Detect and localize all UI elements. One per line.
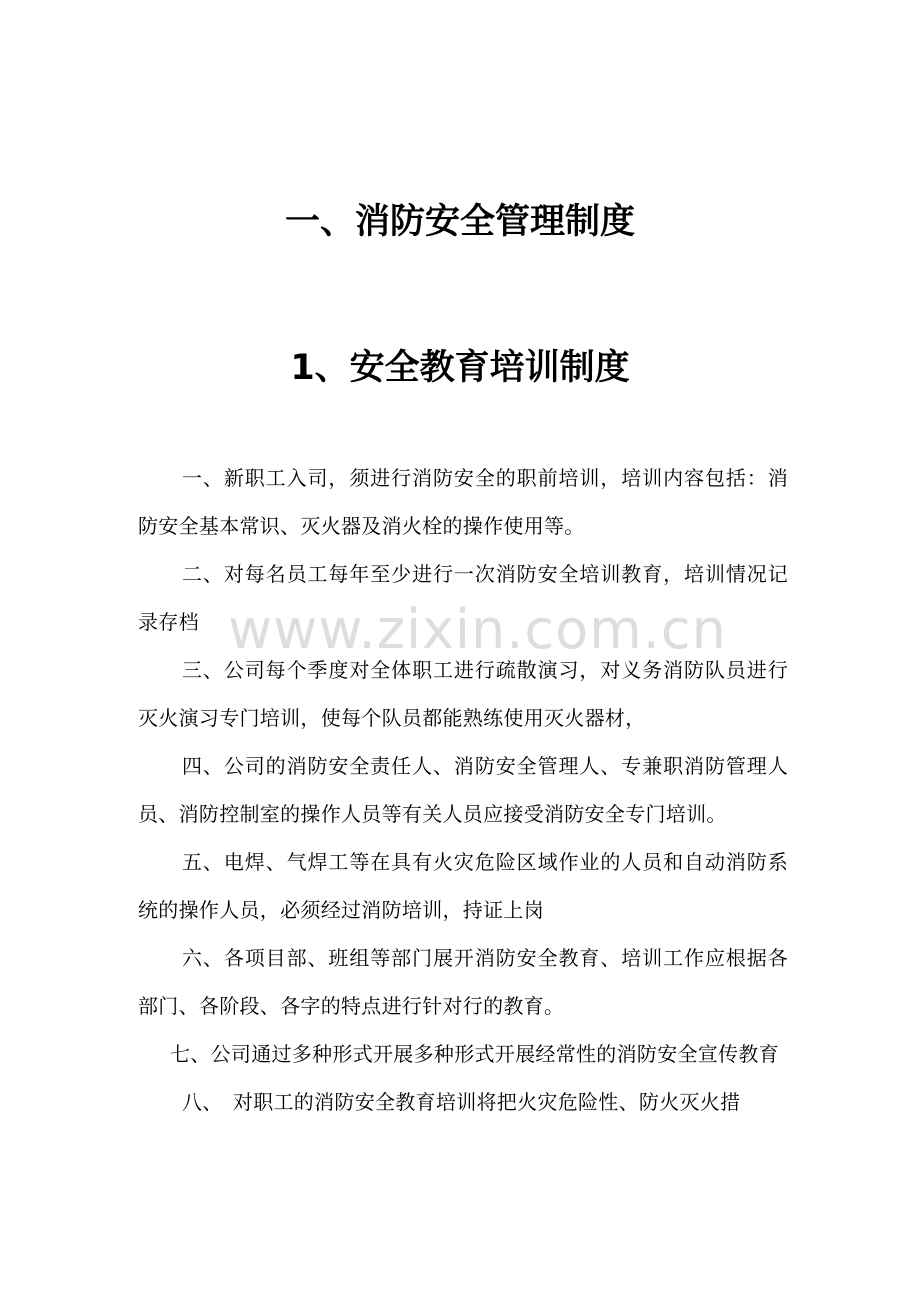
paragraph-5: 五、电焊、气焊工等在具有火灾危险区域作业的人员和自动消防系统的操作人员，必须经过消防培训，持证上岗 [138, 850, 788, 922]
paragraph-3: 三、公司每个季度对全体职工进行疏散演习，对义务消防队员进行灭火演习专门培训，使每个队员都能熟练使用灭火器材， [138, 658, 788, 730]
section-title: 1、安全教育培训制度 [290, 348, 630, 388]
paragraph-4: 四、公司的消防安全责任人、消防安全管理人、专兼职消防管理人员、消防控制室的操作人员等有关人员应接受消防安全专门培训。 [138, 754, 788, 826]
body-text [138, 454, 788, 1126]
paragraph-8: 八、 对职工的消防安全教育培训将把火灾危险性、防火灭火措 [182, 1090, 741, 1114]
paragraph-2: 二、对每名员工每年至少进行一次消防安全培训教育，培训情况记录存档 [138, 562, 788, 634]
paragraph-6: 六、各项目部、班组等部门展开消防安全教育、培训工作应根据各部门、各阶段、各字的特点进行针对行的教育。 [138, 946, 788, 1018]
paragraph-1: 一、新职工入司，须进行消防安全的职前培训，培训内容包括：消防安全基本常识、灭火器及消火栓的操作使用等。 [138, 466, 788, 538]
watermark-text: www.zixin.com.cn [228, 598, 727, 661]
main-title: 一、消防安全管理制度 [284, 202, 635, 242]
paragraph-7: 七、公司通过多种形式开展多种形式开展经常性的消防安全宣传教育 [170, 1042, 779, 1066]
